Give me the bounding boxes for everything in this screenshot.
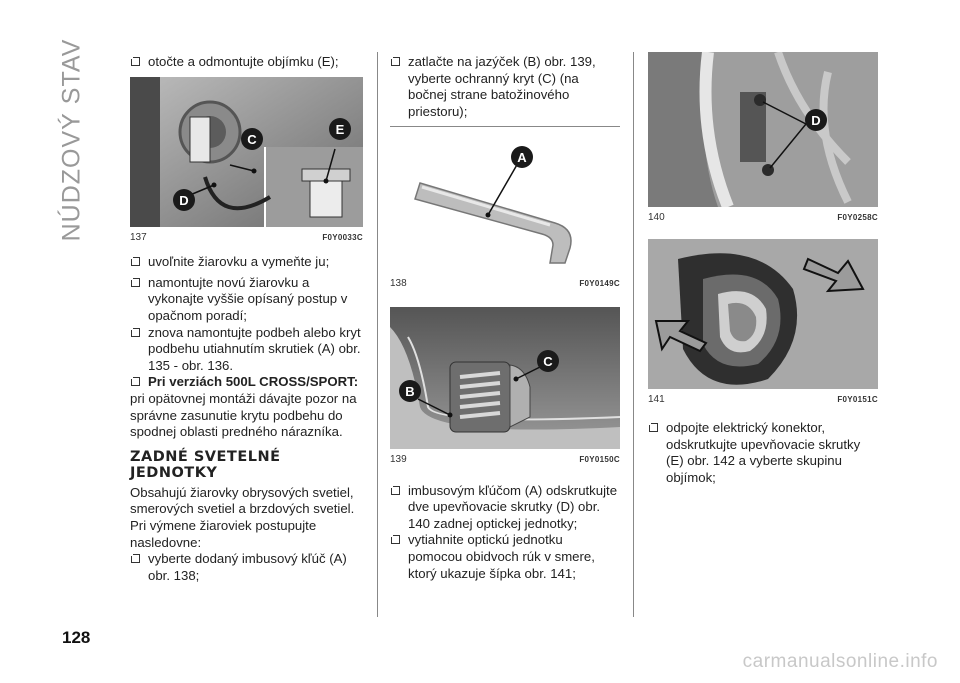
watermark: carmanualsonline.info <box>742 651 938 672</box>
figure-137 <box>130 77 363 227</box>
figure-138 <box>390 133 620 273</box>
figure-caption: 140 F0Y0258C <box>648 212 878 223</box>
figure-label: A <box>517 150 527 166</box>
bullet-box-icon <box>131 377 140 386</box>
list-item: otočte a odmontujte objímku (E); <box>130 54 363 71</box>
bullet-box-icon <box>131 278 140 287</box>
bullet-box-icon <box>391 535 400 544</box>
section-side-title: NÚDZOVÝ STAV <box>57 38 86 242</box>
list-item: namontujte novú žiarovku a vykonajte vyššie opísaný postup v opačnom poradí; <box>130 275 363 325</box>
figure-caption: 141 F0Y0151C <box>648 393 878 405</box>
list-item: uvoľnite žiarovku a vymeňte ju; <box>130 254 363 271</box>
figure-139 <box>390 307 620 449</box>
list-item: Pri verziách 500L CROSS/SPORT: <box>130 374 363 391</box>
paragraph: pri opätovnej montáži dávajte pozor na správne zasunutie krytu podbehu do spodnej oblasti predného nárazníka. <box>130 390 357 440</box>
figure-141 <box>648 239 878 389</box>
bullet-box-icon <box>649 423 658 432</box>
divider <box>390 126 620 127</box>
bullet-box-icon <box>131 554 140 563</box>
bullet-box-icon <box>131 328 140 337</box>
figure-140-image <box>648 52 878 207</box>
figure-label: C <box>543 353 553 369</box>
list-item: imbusovým kľúčom (A) odskrutkujte dve upevňovacie skrutky (D) obr. 140 zadnej optickej jednotky; <box>390 483 620 533</box>
column-3 <box>648 52 878 487</box>
figure-label: D <box>811 113 821 128</box>
bullet-box-icon <box>131 57 140 66</box>
figure-caption: 138 F0Y0149C <box>390 278 620 290</box>
column-2 <box>390 54 620 582</box>
bullet-box-icon <box>391 57 400 66</box>
figure-140 <box>648 52 878 207</box>
list-item: znova namontujte podbeh alebo kryt podbehu utiahnutím skrutiek (A) obr. 135 - obr. 136. <box>130 325 363 375</box>
list-item: odpojte elektrický konektor, odskrutkujte upevňovacie skrutky (E) obr. 142 a vyberte skupinu objímok; <box>648 420 878 486</box>
figure-137-image <box>130 77 363 227</box>
list-item: vytiahnite optickú jednotku pomocou obidvoch rúk v smere, ktorý ukazuje šípka obr. 141; <box>390 532 620 582</box>
figure-138-image <box>390 133 620 273</box>
figure-caption: 139 F0Y0150C <box>390 453 620 465</box>
figure-caption: 137 F0Y0033C <box>130 231 363 243</box>
figure-label: B <box>405 383 415 399</box>
list-item: vyberte dodaný imbusový kľúč (A) obr. 138; <box>130 551 363 584</box>
figure-label: C <box>247 131 257 147</box>
figure-141-image <box>648 239 878 389</box>
figure-label: D <box>179 192 189 208</box>
list-item: zatlačte na jazýček (B) obr. 139, vyberte ochranný kryt (C) (na bočnej strane batožinového priestoru); <box>390 54 620 120</box>
paragraph: Obsahujú žiarovky obrysových svetiel, smerových svetiel a brzdových svetiel. Pri výmene žiaroviek postupujte nasledovne: <box>130 484 355 550</box>
page-number: 128 <box>62 628 91 647</box>
bullet-box-icon <box>131 257 140 266</box>
bullet-box-icon <box>391 486 400 495</box>
column-1 <box>130 54 363 584</box>
figure-label: E <box>335 121 345 137</box>
section-heading: ZADNÉ SVETELNÉ JEDNOTKY <box>130 448 281 481</box>
column-divider <box>377 52 378 617</box>
figure-139-image <box>390 307 620 449</box>
column-divider <box>633 52 634 617</box>
